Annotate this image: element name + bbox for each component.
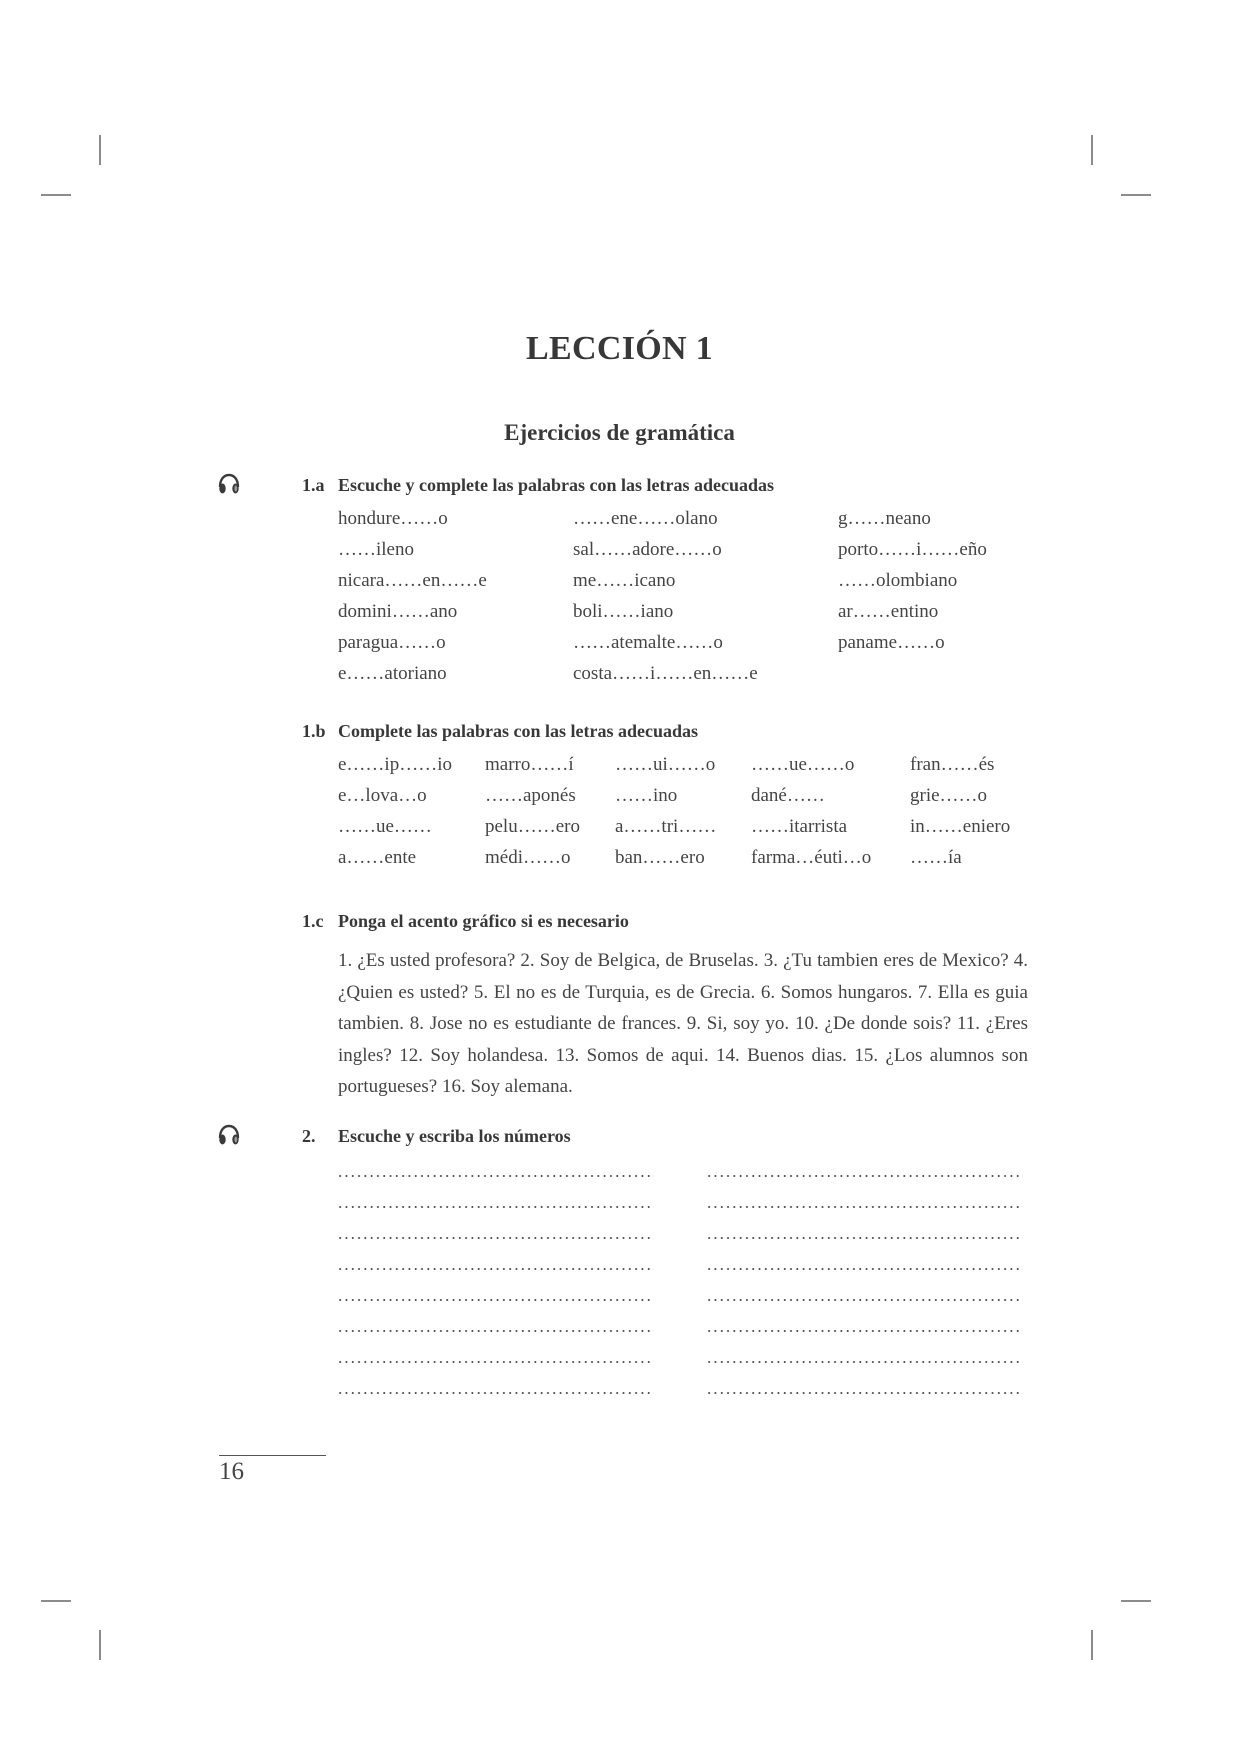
section-subtitle: Ejercicios de gramática — [504, 420, 735, 445]
answer-line[interactable] — [706, 1299, 1023, 1301]
word-blank: ……ue……o — [751, 754, 855, 775]
word-blank: costa……i……en……e — [573, 663, 758, 684]
answer-line[interactable] — [337, 1268, 654, 1270]
word-blank: porto……i……eño — [838, 539, 987, 560]
exercise-2-heading — [302, 1126, 571, 1147]
word-blank: grie……o — [910, 785, 988, 806]
word-blank: a……tri…… — [615, 816, 717, 837]
word-blank: ……aponés — [485, 785, 576, 806]
crop-mark-bottom-right-horizontal — [1121, 1600, 1151, 1602]
word-blank: ……ino — [615, 785, 678, 806]
word-blank: sal……adore……o — [573, 539, 722, 560]
answer-line[interactable] — [337, 1237, 654, 1239]
exercise-1c-sentences: 1. ¿Es usted profesora? 2. Soy de Belgica, de Bruselas. 3. ¿Tu tambien eres de Mexico? 4. ¿Quien es usted? 5. El no es de Turquia, es de Grecia. 6. Somos hungaros. 7. Ella es guia tambien. 8. Jose no es estudiante de frances. 9. Si, soy yo. 10. ¿De donde sois? 11. ¿Eres ingles? 12. Soy holandesa. 13. Somos de aqui. 14. Buenos dias. 15. ¿Los alumnos son portugueses? 16. Soy alemana. — [338, 950, 1028, 1097]
exercise-instruction: Ponga el acento gráfico si es necesario — [338, 911, 629, 931]
exercise-instruction: Escuche y escriba los números — [338, 1126, 571, 1146]
crop-mark-top-right-horizontal — [1121, 194, 1151, 196]
word-blank: a……ente — [338, 847, 417, 868]
crop-mark-top-left-vertical — [99, 135, 101, 165]
word-blank: domini……ano — [338, 601, 458, 622]
word-blank: farma…éuti…o — [751, 847, 872, 868]
answer-line[interactable] — [706, 1361, 1023, 1363]
headphones-icon — [217, 1124, 241, 1146]
word-blank: ……ileno — [338, 539, 414, 560]
headphones-icon — [217, 473, 241, 495]
exercise-1b-heading — [302, 721, 698, 742]
footer-rule — [219, 1455, 326, 1456]
word-blank: ……ía — [910, 847, 962, 868]
word-blank: me……icano — [573, 570, 676, 591]
word-blank: fran……és — [910, 754, 995, 775]
crop-mark-bottom-left-horizontal — [41, 1600, 71, 1602]
answer-line[interactable] — [706, 1392, 1023, 1394]
exercise-number: 2. — [302, 1126, 316, 1146]
word-blank: ……ui……o — [615, 754, 716, 775]
exercise-number: 1.a — [302, 475, 325, 495]
exercise-number: 1.c — [302, 911, 324, 931]
word-blank: paname……o — [838, 632, 945, 653]
exercise-1a-heading — [302, 475, 774, 496]
exercise-1c-heading — [302, 911, 629, 932]
answer-line[interactable] — [337, 1299, 654, 1301]
answer-line[interactable] — [706, 1237, 1023, 1239]
word-blank: ……ene……olano — [573, 508, 718, 529]
word-blank: boli……iano — [573, 601, 674, 622]
word-blank: dané…… — [751, 785, 825, 806]
word-blank: pelu……ero — [485, 816, 580, 837]
word-blank: marro……í — [485, 754, 574, 775]
answer-line[interactable] — [706, 1268, 1023, 1270]
word-blank: ……ue…… — [338, 816, 432, 837]
word-blank: e……atoriano — [338, 663, 447, 684]
lesson-title: LECCIÓN 1 — [526, 330, 713, 367]
answer-line[interactable] — [706, 1330, 1023, 1332]
answer-line[interactable] — [337, 1206, 654, 1208]
word-blank: ar……entino — [838, 601, 939, 622]
word-blank: in……eniero — [910, 816, 1011, 837]
word-blank: e……ip……io — [338, 754, 452, 775]
word-blank: nicara……en……e — [338, 570, 487, 591]
crop-mark-bottom-right-vertical — [1091, 1630, 1093, 1660]
page-number: 16 — [219, 1458, 244, 1485]
crop-mark-top-right-vertical — [1091, 135, 1093, 165]
word-blank: ……olombiano — [838, 570, 958, 591]
crop-mark-bottom-left-vertical — [99, 1630, 101, 1660]
exercise-instruction: Complete las palabras con las letras adecuadas — [338, 721, 698, 741]
word-blank: ……atemalte……o — [573, 632, 723, 653]
word-blank: médi……o — [485, 847, 571, 868]
word-blank: ban……ero — [615, 847, 705, 868]
word-blank: ……itarrista — [751, 816, 848, 837]
answer-line[interactable] — [337, 1175, 654, 1177]
exercise-number: 1.b — [302, 721, 326, 741]
exercise-instruction: Escuche y complete las palabras con las letras adecuadas — [338, 475, 774, 495]
answer-line[interactable] — [706, 1175, 1023, 1177]
word-blank: e…lova…o — [338, 785, 427, 806]
answer-line[interactable] — [337, 1361, 654, 1363]
answer-line[interactable] — [337, 1392, 654, 1394]
answer-line[interactable] — [337, 1330, 654, 1332]
word-blank: paragua……o — [338, 632, 446, 653]
word-blank: hondure……o — [338, 508, 448, 529]
answer-line[interactable] — [706, 1206, 1023, 1208]
crop-mark-top-left-horizontal — [41, 194, 71, 196]
word-blank: g……neano — [838, 508, 931, 529]
